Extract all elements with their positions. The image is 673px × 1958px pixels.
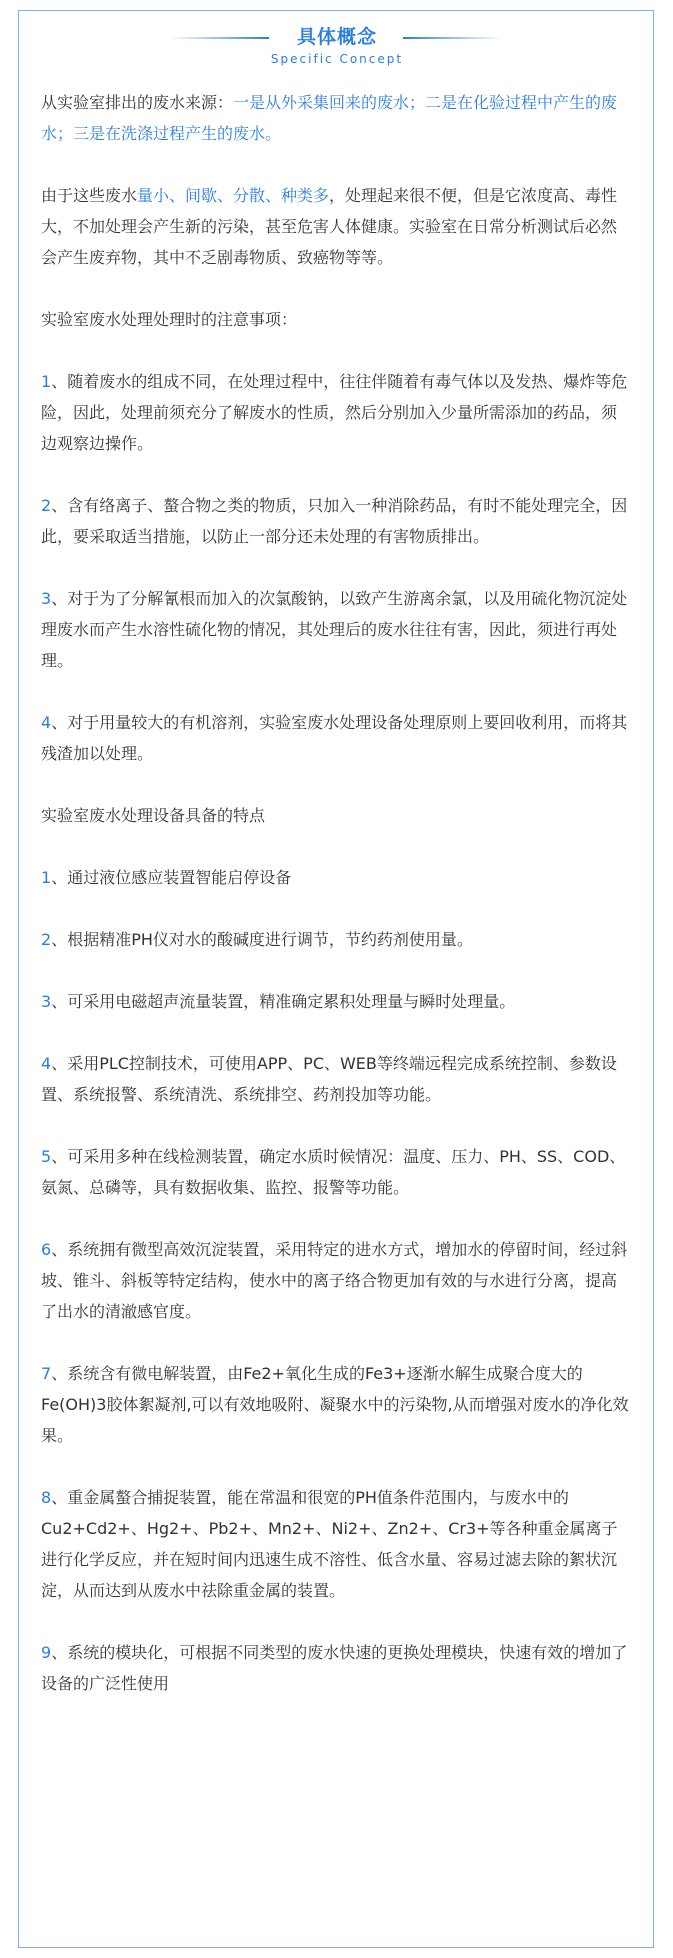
intro-paragraph (41, 87, 631, 149)
item-number: 1 (41, 372, 52, 391)
item-text: 、可采用多种在线检测装置，确定水质时候情况：温度、压力、PH、SS、COD、氨氮、总磷等，具有数据收集、监控、报警等功能。 (41, 1147, 626, 1197)
item-number: 1 (41, 868, 52, 887)
features-heading: 实验室废水处理设备具备的特点 (41, 806, 266, 825)
item-number: 8 (41, 1488, 52, 1507)
item-number: 7 (41, 1364, 52, 1383)
feature-item (41, 1637, 631, 1699)
item-text: 、重金属螯合捕捉装置，能在常温和很宽的PH值条件范围内，与废水中的Cu2+Cd2+、Hg2+、Pb2+、Mn2+、Ni2+、Zn2+、Cr3+等各种重金属离子进行化学反应，并在短时间内迅速生成不溶性、低含水量、容易过滤去除的絮状沉淀，从而达到从废水中祛除重金属的装置。 (41, 1488, 618, 1600)
description-suffix: ，处理起来很不便，但是它浓度高、毒性大，不加处理会产生新的污染，甚至危害人体健康。实验室在日常分析测试后必然会产生废弃物，其中不乏剧毒物质、致癌物等等。 (41, 186, 618, 267)
section-header (19, 25, 655, 69)
item-number: 4 (41, 1054, 52, 1073)
item-text: 、采用PLC控制技术，可使用APP、PC、WEB等终端远程完成系统控制、参数设置、系统报警、系统清洗、系统排空、药剂投加等功能。 (41, 1054, 617, 1104)
item-text: 、系统拥有微型高效沉淀装置，采用特定的进水方式，增加水的停留时间，经过斜坡、锥斗、斜板等特定结构，使水中的离子络合物更加有效的与水进行分离，提高了出水的清澈感官度。 (41, 1240, 628, 1321)
intro-prefix: 从实验室排出的废水来源： (41, 93, 234, 112)
feature-item (41, 1234, 631, 1327)
feature-item (41, 1358, 631, 1451)
item-number: 2 (41, 496, 52, 515)
precaution-item (41, 490, 631, 552)
precaution-item (41, 366, 631, 459)
precaution-item (41, 583, 631, 676)
item-text: 、系统含有微电解装置，由Fe2+氧化生成的Fe3+逐渐水解生成聚合度大的Fe(OH)3胶体絮凝剂,可以有效地吸附、凝聚水中的污染物,从而增强对废水的净化效果。 (41, 1364, 629, 1445)
content-frame (18, 10, 654, 1948)
item-number: 6 (41, 1240, 52, 1259)
item-number: 9 (41, 1643, 52, 1662)
item-number: 5 (41, 1147, 52, 1166)
item-text: 、对于为了分解氰根而加入的次氯酸钠，以致产生游离余氯，以及用硫化物沉淀处理废水而产生水溶性硫化物的情况，其处理后的废水往往有害，因此，须进行再处理。 (41, 589, 628, 670)
feature-item (41, 1141, 631, 1203)
description-prefix: 由于这些废水 (41, 186, 138, 205)
intro-highlight: 一是从外采集回来的废水；二是在化验过程中产生的废水；三是在洗涤过程产生的废水。 (41, 93, 618, 143)
item-text: 、根据精准PH仪对水的酸碱度进行调节，节约药剂使用量。 (51, 930, 473, 949)
item-number: 4 (41, 713, 52, 732)
item-number: 3 (41, 589, 52, 608)
precaution-item (41, 707, 631, 769)
item-text: 、可采用电磁超声流量装置，精准确定累积处理量与瞬时处理量。 (51, 992, 516, 1011)
article-body (41, 87, 631, 1730)
feature-item (41, 1048, 631, 1110)
feature-item (41, 924, 631, 955)
feature-item (41, 1482, 631, 1606)
item-text: 、通过液位感应装置智能启停设备 (51, 868, 292, 887)
description-paragraph (41, 180, 631, 273)
item-text: 、含有络离子、螯合物之类的物质，只加入一种消除药品，有时不能处理完全，因此，要采取适当措施，以防止一部分还未处理的有害物质排出。 (41, 496, 628, 546)
item-text: 、系统的模块化，可根据不同类型的废水快速的更换处理模块，快速有效的增加了设备的广泛性使用 (41, 1643, 628, 1693)
section-subtitle: Specific Concept (270, 52, 404, 66)
feature-item (41, 986, 631, 1017)
section-title: 具体概念 (296, 26, 377, 48)
description-highlight: 量小、间歇、分散、种类多 (137, 186, 330, 205)
precautions-heading: 实验室废水处理处理时的注意事项： (41, 310, 298, 329)
item-number: 2 (41, 930, 52, 949)
item-number: 3 (41, 992, 52, 1011)
item-text: 、随着废水的组成不同，在处理过程中，往往伴随着有毒气体以及发热、爆炸等危险，因此，处理前须充分了解废水的性质，然后分别加入少量所需添加的药品，须边观察边操作。 (41, 372, 628, 453)
feature-item (41, 862, 631, 893)
item-text: 、对于用量较大的有机溶剂，实验室废水处理设备处理原则上要回收利用，而将其残渣加以处理。 (41, 713, 628, 763)
